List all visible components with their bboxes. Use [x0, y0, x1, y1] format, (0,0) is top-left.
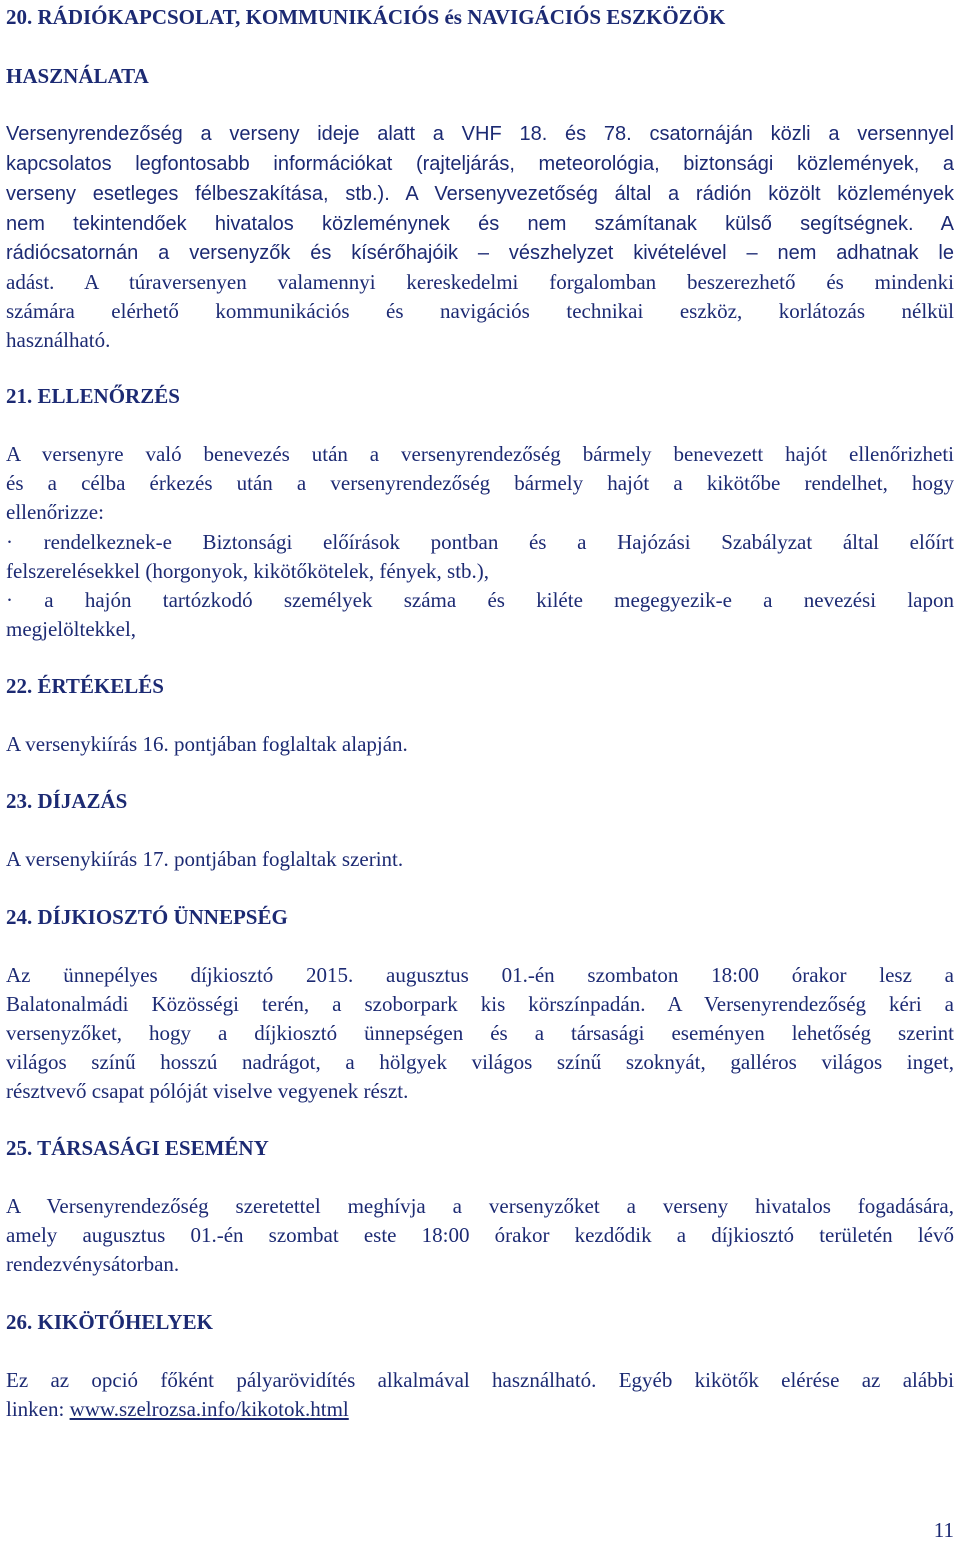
kikotok-link[interactable]: www.szelrozsa.info/kikotok.html [69, 1397, 349, 1421]
section-20-title: 20. RÁDIÓKAPCSOLAT, KOMMUNIKÁCIÓS és NAVIGÁCIÓS ESZKÖZÖK [6, 5, 726, 29]
section-24-line: világos színű hosszú nadrágot, a hölgyek világos színű szoknyát, galléros világos inget, [6, 1050, 954, 1074]
section-20-line: nem tekintendőek hivatalos közleménynek és nem számítanak külső segítségnek. A [6, 213, 954, 235]
section-25-line: rendezvénysátorban. [6, 1252, 180, 1276]
section-20-line: számára elérhető kommunikációs és navigációs technikai eszköz, korlátozás nélkül [6, 299, 954, 323]
section-22-title: 22. ÉRTÉKELÉS [6, 674, 164, 698]
section-21-line: felszerelésekkel (horgonyok, kikötőkötelek, fények, stb.), [6, 559, 490, 583]
section-22-text: A versenykiírás 16. pontjában foglaltak alapján. [6, 732, 408, 756]
section-23-text: A versenykiírás 17. pontjában foglaltak szerint. [6, 847, 404, 871]
document-page [6, 0, 954, 1544]
section-21-line: megjelöltekkel, [6, 617, 137, 641]
section-25-title: 25. TÁRSASÁGI ESEMÉNY [6, 1136, 269, 1160]
section-26-line: Ez az opció főként pályarövidítés alkalmával használható. Egyéb kikötők elérése az alábbi [6, 1368, 954, 1392]
section-24-line: versenyzőket, hogy a díjkiosztó ünnepségen és a társasági eseményen lehetőség szerint [6, 1021, 954, 1045]
section-23-title: 23. DÍJAZÁS [6, 789, 128, 813]
section-21-line: ellenőrizze: [6, 500, 104, 524]
section-21-line: és a célba érkezés után a versenyrendezőség bármely hajót a kikötőbe rendelhet, hogy [6, 471, 954, 495]
section-25-line: A Versenyrendezőség szeretettel meghívja a versenyzőket a verseny hivatalos fogadására, [6, 1194, 954, 1218]
section-24-line: Az ünnepélyes díjkiosztó 2015. augusztus 01.-én szombaton 18:00 órakor lesz a [6, 963, 954, 987]
section-20-line: Versenyrendezőség a verseny ideje alatt a VHF 18. és 78. csatornáján közli a versennyel [6, 123, 954, 145]
section-20-title-cont: HASZNÁLATA [6, 64, 149, 88]
section-20-line: verseny esetleges félbeszakítása, stb.). A Versenyvezetőség által a rádión közölt közlemények [6, 183, 954, 205]
section-26-line [6, 1395, 954, 1424]
section-26-title: 26. KIKÖTŐHELYEK [6, 1310, 213, 1334]
section-21-bullet: · rendelkeznek-e Biztonsági előírások pontban és a Hajózási Szabályzat által előírt [6, 530, 954, 554]
section-21-line: A versenyre való benevezés után a versenyrendezőség bármely benevezett hajót ellenőrizheti [6, 442, 954, 466]
section-21-bullet: · a hajón tartózkodó személyek száma és kiléte megegyezik-e a nevezési lapon [6, 588, 954, 612]
section-20-line: rádiócsatornán a versenyzők és kísérőhajóik – vészhelyzet kivételével – nem adhatnak le [6, 242, 954, 264]
section-24-title: 24. DÍJKIOSZTÓ ÜNNEPSÉG [6, 905, 288, 929]
section-24-line: résztvevő csapat pólóját viselve vegyenek részt. [6, 1079, 409, 1103]
link-prefix: linken: [6, 1397, 70, 1421]
section-21-title: 21. ELLENŐRZÉS [6, 384, 180, 408]
section-20-line: adást. A túraversenyen valamennyi kereskedelmi forgalomban beszerezhető és mindenki [6, 270, 954, 294]
section-20-line: kapcsolatos legfontosabb információkat (rajteljárás, meteorológia, biztonsági közlemények, a [6, 153, 954, 175]
section-25-line: amely augusztus 01.-én szombat este 18:00 órakor kezdődik a díjkiosztó területén lévő [6, 1223, 954, 1247]
section-20-line: használható. [6, 328, 111, 352]
section-24-line: Balatonalmádi Közösségi terén, a szoborpark kis körszínpadán. A Versenyrendezőség kéri a [6, 992, 954, 1016]
page-number: 11 [933, 1518, 954, 1542]
